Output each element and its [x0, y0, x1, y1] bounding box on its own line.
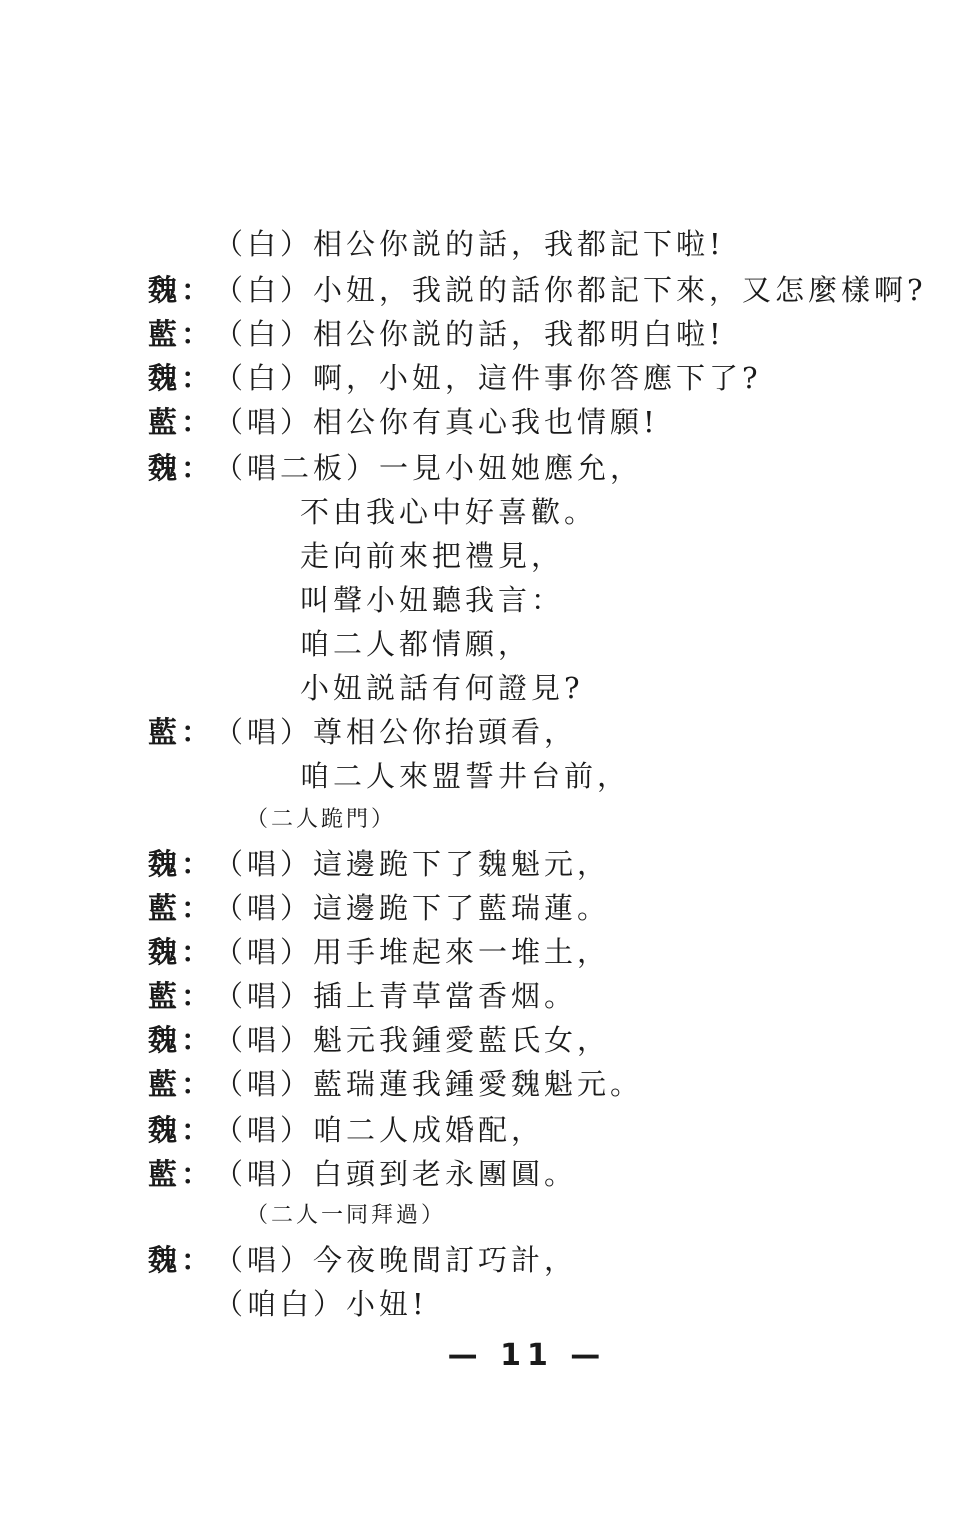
speaker-label: 魏：	[148, 1113, 215, 1147]
line-text: （白）啊，小妞，這件事你答應下了?	[214, 361, 762, 395]
line-text: 叫聲小妞聽我言：	[300, 583, 565, 617]
speaker-label: 魏：	[148, 361, 215, 395]
speaker-label: 藍：	[148, 405, 215, 439]
line-text: （唱）今夜晚間訂巧計，	[214, 1243, 578, 1277]
line-text: （唱）藍瑞蓮我鍾愛魏魁元。	[214, 1067, 644, 1101]
speaker-label: 藍：	[148, 891, 215, 925]
speaker-label: 魏：	[148, 1023, 215, 1057]
line-text: （唱）魁元我鍾愛藍氏女，	[214, 1023, 611, 1057]
line-text: （白）小妞，我説的話你都記下來，又怎麼樣啊?	[214, 273, 927, 307]
speaker-label: 魏：	[148, 847, 215, 881]
stage-direction: （二人一同拜過）	[246, 1203, 447, 1228]
line-text: （唱）咱二人成婚配，	[214, 1113, 545, 1147]
line-text: （唱）插上青草當香烟。	[214, 979, 578, 1013]
speaker-label: 魏：	[148, 1243, 215, 1277]
speaker-label: 魏：	[148, 935, 215, 969]
line-text: 咱二人來盟誓井台前，	[300, 759, 631, 793]
speaker-label: 魏：	[148, 273, 215, 307]
speaker-label: 藍：	[148, 715, 215, 749]
line-text: （唱）用手堆起來一堆土，	[214, 935, 611, 969]
line-text: （白）相公你説的話，我都記下啦!	[214, 227, 725, 261]
speaker-label: 藍：	[148, 317, 215, 351]
line-text: 不由我心中好喜歡。	[300, 495, 598, 529]
line-text: 咱二人都情願，	[300, 627, 532, 661]
line-text: 小妞説話有何證見?	[300, 671, 584, 705]
line-text: （白）相公你説的話，我都明白啦!	[214, 317, 725, 351]
line-text: （唱二板）一見小妞她應允，	[214, 451, 644, 485]
line-text: （咱白）小妞!	[214, 1287, 428, 1321]
line-text: （唱）相公你有真心我也情願!	[214, 405, 659, 439]
page-number: — 11 —	[447, 1338, 607, 1373]
line-text: （唱）這邊跪下了魏魁元，	[214, 847, 611, 881]
line-text: （唱）這邊跪下了藍瑞蓮。	[214, 891, 611, 925]
speaker-label: 魏：	[148, 451, 215, 485]
line-text: 走向前來把禮見，	[300, 539, 565, 573]
stage-direction: （二人跪門）	[246, 807, 397, 832]
line-text: （唱）白頭到老永團圓。	[214, 1157, 578, 1191]
line-text: （唱）尊相公你抬頭看，	[214, 715, 578, 749]
speaker-label: 藍：	[148, 1067, 215, 1101]
speaker-label: 藍：	[148, 1157, 215, 1191]
speaker-label: 藍：	[148, 979, 215, 1013]
